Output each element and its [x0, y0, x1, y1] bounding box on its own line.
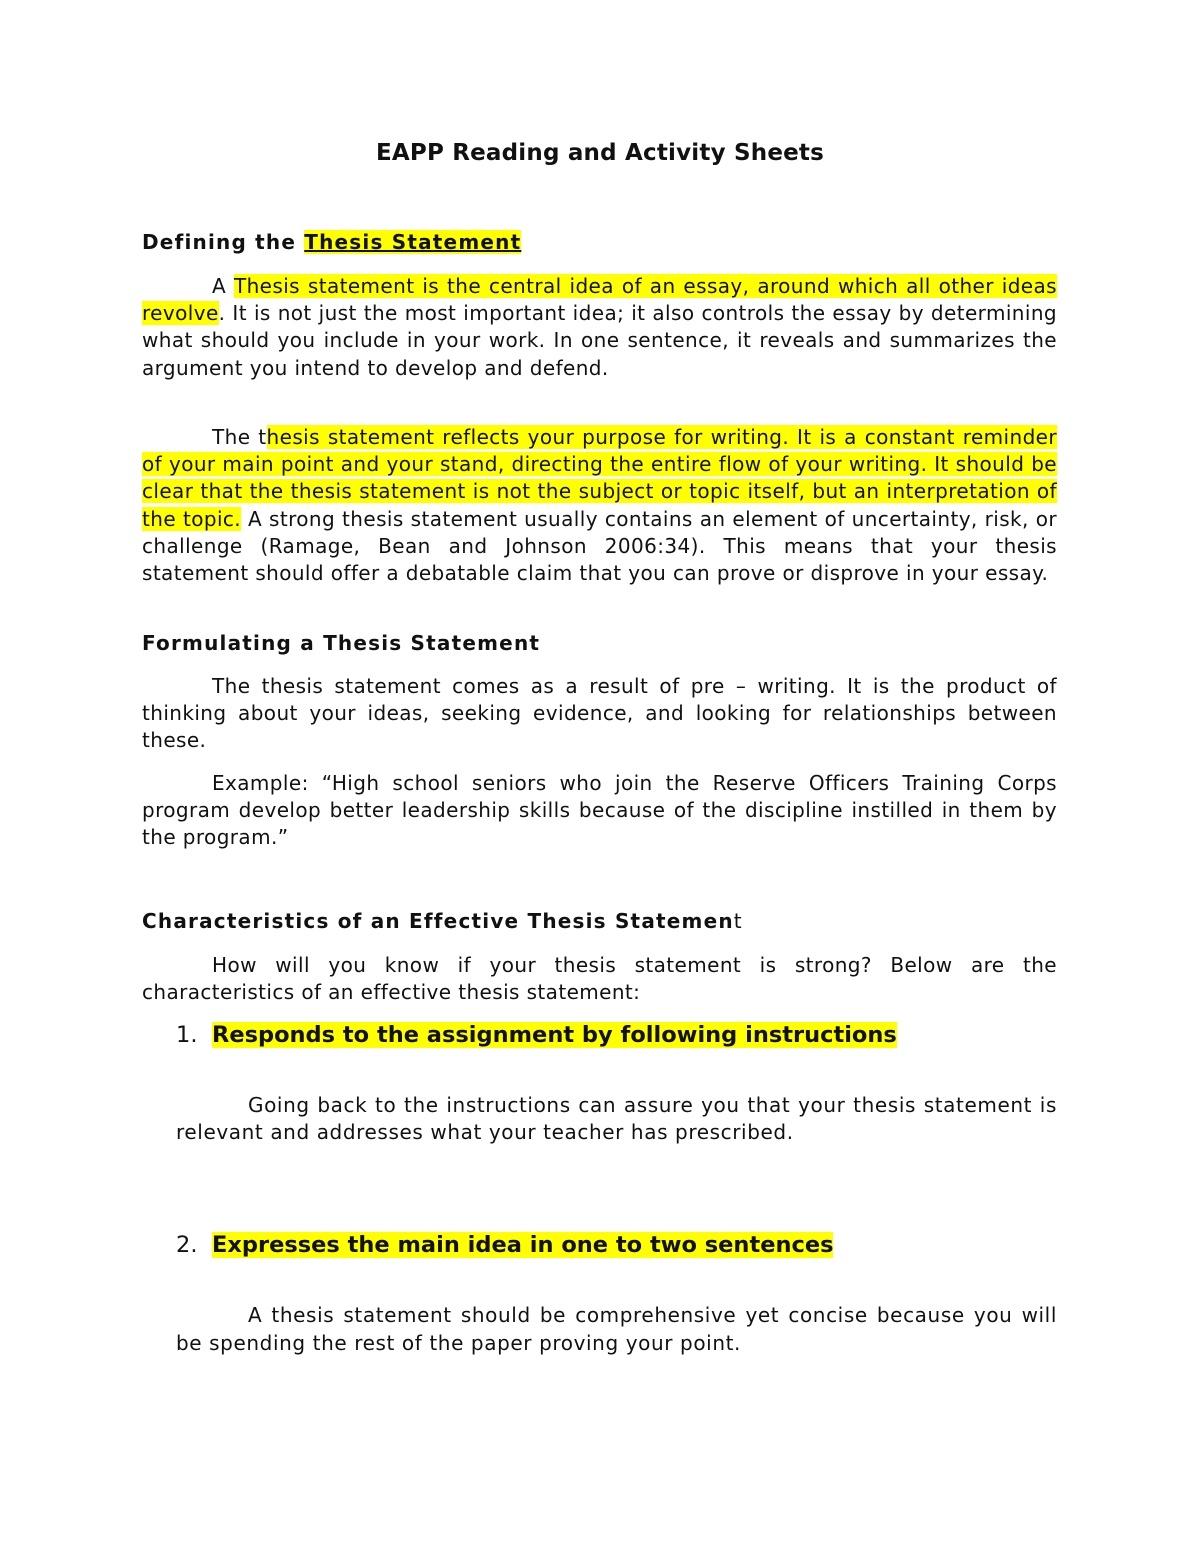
highlighted-text: Thesis statement is the central idea of an essay, around which all other ideas revolve: [142, 274, 1057, 326]
list-title-highlight: Responds to the assignment by following instructions: [212, 1022, 897, 1048]
text-run: A strong thesis statement usually contains an element of uncertainty, risk, or challenge (Ramage, Bean and Johnson 2006:34). This means that your thesis statement should offer a debatable claim that you can prove or disprove in your essay.: [142, 506, 1057, 586]
list-item-1-title: [176, 1022, 897, 1048]
paragraph: Example: “High school seniors who join the Reserve Officers Training Corps program develop better leadership skills because of the discipline instilled in them by the program.”: [142, 771, 1057, 850]
section-heading-formulating: Formulating a Thesis Statement: [142, 631, 541, 655]
list-number: 1.: [176, 1022, 198, 1048]
paragraph: A thesis statement should be comprehensive yet concise because you will be spending the rest of the paper proving your point.: [176, 1303, 1057, 1355]
section-heading-characteristics: [142, 909, 743, 933]
heading-highlight: Thesis Statement: [304, 230, 522, 254]
paragraph: Going back to the instructions can assure you that your thesis statement is relevant and addresses what your teacher has prescribed.: [176, 1093, 1057, 1145]
paragraph: The thesis statement comes as a result of pre – writing. It is the product of thinking about your ideas, seeking evidence, and looking for relationships between these.: [142, 674, 1057, 753]
section-defining-body-2: [142, 424, 1057, 587]
section-formulating-example: [142, 770, 1057, 852]
list-item-2-body: [176, 1301, 1057, 1357]
text-run: . It is not just the most important idea; it also controls the essay by determining what should you include in your work. In one sentence, it reveals and summarizes the argument you intend to develop and defend.: [142, 301, 1057, 380]
paragraph: [142, 424, 1057, 587]
list-item-2-title: [176, 1232, 833, 1258]
list-title-highlight: Expresses the main idea in one to two sentences: [212, 1232, 834, 1258]
section-defining-body: [142, 273, 1057, 382]
highlighted-text: hesis statement reflects your purpose for writing. It is a constant reminder of your main point and your stand, directing the entire flow of your writing. It should be clear that the thesis statement is not the subject or topic itself, but an interpretation of the topic.: [142, 425, 1057, 531]
list-number: 2.: [176, 1232, 198, 1258]
section-characteristics-intro: [142, 952, 1057, 1006]
paragraph: [142, 273, 1057, 382]
section-formulating-body: [142, 673, 1057, 755]
list-item-1-body: [176, 1092, 1057, 1146]
page-title: EAPP Reading and Activity Sheets: [375, 140, 825, 166]
section-heading-defining: [142, 230, 521, 254]
heading-prefix: Defining the: [142, 230, 305, 254]
heading-tail: t: [733, 909, 743, 933]
paragraph: How will you know if your thesis statement is strong? Below are the characteristics of an effective thesis statement:: [142, 953, 1057, 1005]
text-run: The t: [212, 425, 267, 449]
heading-text: Characteristics of an Effective Thesis Statemen: [142, 909, 734, 933]
text-run: A: [212, 274, 234, 298]
